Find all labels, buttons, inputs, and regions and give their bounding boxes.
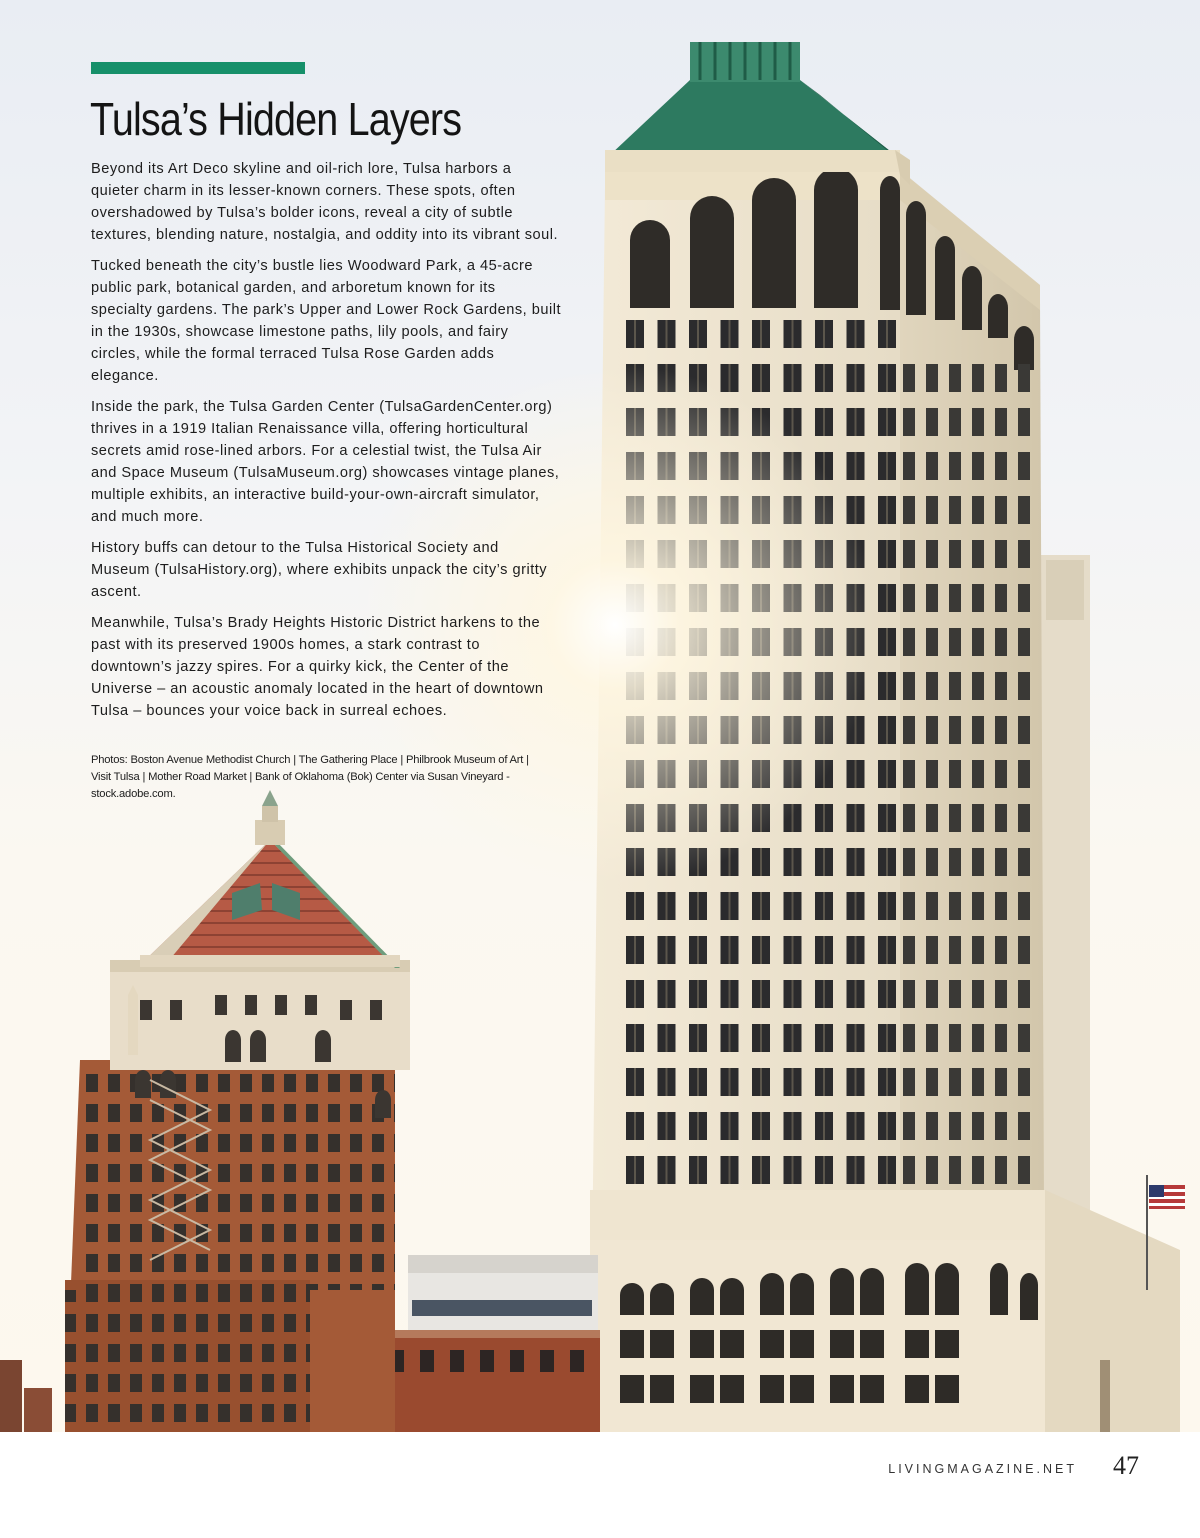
paragraph-garden-center: Inside the park, the Tulsa Garden Center (TulsaGardenCenter.org) thrives in a 1919 Italian Renaissance villa, offering horticultural secrets amid rose-lined arbors. For a celestial twist, the Tulsa Air and Space Museum (TulsaMuseum.org) showcases vintage planes, multiple exhibits, an interactive build-your-own-aircraft simulator, and much more. bbox=[91, 399, 560, 525]
page-number: 47 bbox=[1113, 1451, 1139, 1480]
paragraph-historical-society: History buffs can detour to the Tulsa Historical Society and Museum (TulsaHistory.org), where exhibits unpack the city’s gritty ascent. bbox=[91, 540, 548, 600]
footer-site-name: LIVINGMAGAZINE.NET bbox=[888, 1462, 1077, 1476]
paragraph-woodward-park: Tucked beneath the city’s bustle lies Woodward Park, a 45-acre public park, botanical garden, and arboretum known for its specialty gardens. The park’s Upper and Lower Rock Gardens, built in the 1930s, showcase limestone paths, lily pools, and fairy circles, while the formal terraced Tulsa Rose Garden adds elegance. bbox=[91, 258, 562, 384]
paragraph-brady-heights: Meanwhile, Tulsa’s Brady Heights Historic District harkens to the past with its preserved 1900s homes, a stark contrast to downtown’s jazzy spires. For a quirky kick, the Center of the Universe – an acoustic anomaly located in the heart of downtown Tulsa – bounces your voice back in surreal echoes. bbox=[91, 615, 544, 719]
article-body bbox=[91, 158, 561, 731]
accent-bar bbox=[91, 62, 305, 74]
paragraph-intro: Beyond its Art Deco skyline and oil-rich lore, Tulsa harbors a quieter charm in its lesser-known corners. These spots, often overshadowed by Tulsa’s bolder icons, reveal a city of subtle textures, blending nature, nostalgia, and oddity into its vibrant soul. bbox=[91, 161, 559, 243]
article-headline: Tulsa’s Hidden Layers bbox=[90, 93, 462, 145]
photo-credits: Photos: Boston Avenue Methodist Church | The Gathering Place | Philbrook Museum of Art | Visit Tulsa | Mother Road Market | Bank of Oklahoma (Bok) Center via Susan Vineyard - stock.adobe.com. bbox=[91, 754, 529, 800]
